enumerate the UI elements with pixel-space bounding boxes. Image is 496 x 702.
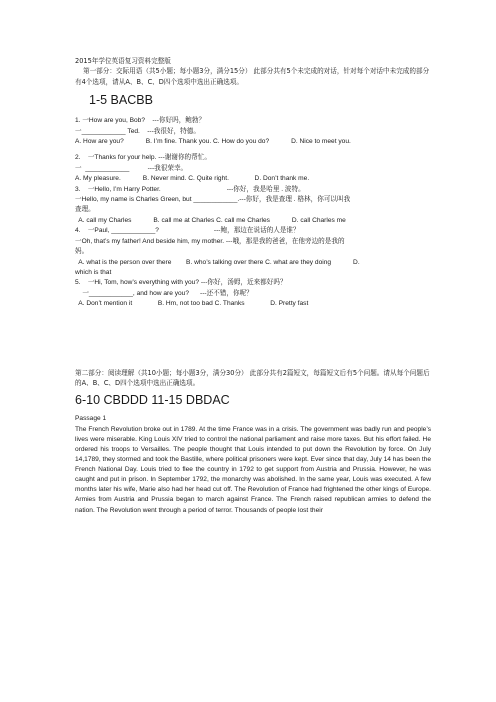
part2-answer-key: 6-10 CBDDD 11-15 DBDAC <box>75 393 230 408</box>
part1-answer-key: 1-5 BACBB <box>89 93 153 108</box>
part2-instructions: 第二部分：阅读理解（共10小题；每小题3分，满分30分） 此部分共有2篇短文，每篇短文后有5个问题。请从每个问题后的A、B、C、D四个选项中选出正确选项。 <box>75 368 430 387</box>
document-title: 2015年学位英语复习资料完整版 <box>75 57 171 65</box>
questions-2-5: 2. 一Thanks for your help. ---谢谢你的帮忙。 一 ____________ ---我很荣幸。 A. My pleasure. B. Never mind. C. Quite right. D. Don’t thank me. 3. 一Hello, I’m Harry Potter. ---你好，我是哈里 . 波特。 一Hello, my name is Charles Green, but ____________.---你好，我是查理 . 格林，你可以叫我 查理。 A. call my Charles B. call me at Charles C. call me Charles D. call Charles me 4. 一Paul, ____________? ---鲍，那边在说话的人是谁？ 一Oh, that’s my father! And beside him, my mother. ---哦，那是我的爸爸，在他旁边的是我的 妈。 A. what is the person over there B. who’s talking over there C. what are they doing D. which is that 5. 一Hi, Tom, how’s everything with you? ---你好，汤姆，近来都好吗？ 一____________, and how are you? ---还不错，你呢？ A. Don’t mention it B. Hm, not too bad C. Thanks D. Pretty fast <box>75 154 360 308</box>
question-1: 1. 一How are you, Bob? ---你好吗，鲍勃？ 一____________ Ted. ---我很好，特德。 A. How are you? B. I’m fine. Thank you. C. How do you do? D. Nice to meet you. <box>75 117 351 146</box>
document-page <box>75 56 431 516</box>
part1-instructions: 第一部分：交际用语（共5小题；每小题3分，满分15分） 此部分共有5个未完成的对话，针对每个对话中未完成的部分有4个选项，请从A、B、C、D四个选项中选出正确选项。 <box>75 67 430 86</box>
passage-title: Passage 1 <box>75 415 107 423</box>
passage-text: The French Revolution broke out in 1789. At the time France was in a crisis. The government was badly run and people’s lives were miserable. King Louis XIV tried to control the national parliament and raise more taxes. But his effort failed. He ordered his troops to Versailles. The people thought that Louis intended to put down the Revolution by force. On July 14,1789, they stormed and took the Bastille, where political prisoners were kept. Ever since that day, July 14 has been the French National Day. Louis tried to flee the country in 1792 to get support from Austria and Prussia. However, he was caught and put in prison. In September 1792, the monarchy was abolished. In the same year, Louis was executed. A few months later his wife, Marie also had her head cut off. The Revolution of France had frightened the other kings of Europe. Armies from Austria and Prussia began to march against France. The French raised republican armies to defend the nation. The Revolution went through a period of terror. Thousands of people lost their <box>75 425 431 514</box>
